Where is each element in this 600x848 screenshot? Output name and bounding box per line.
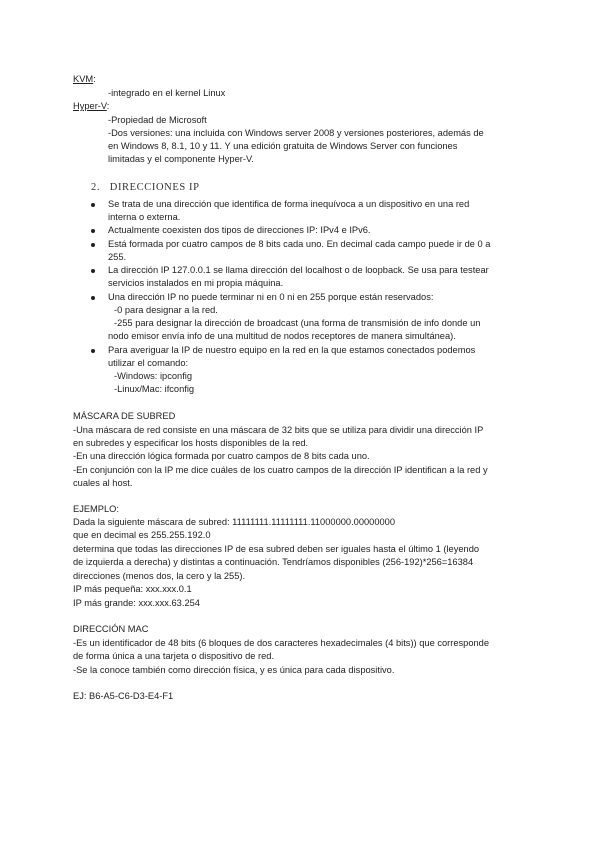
mac-example: EJ: B6-A5-C6-D3-E4-F1: [73, 691, 174, 701]
ejemplo-line: direcciones (menos dos, la cero y la 255).: [73, 571, 246, 581]
ejemplo-line: de izquierda a derecha) y distintas a continuación. Tendríamos disponibles (256-192)*256=16384: [73, 557, 474, 567]
bullet-icon: [91, 243, 95, 247]
ejemplo-line: que en decimal es 255.255.192.0: [73, 530, 211, 540]
bullet-line: utilizar el comando:: [108, 358, 189, 368]
bullet-icon: [91, 229, 95, 233]
bullet-line: -Windows: ipconfig: [114, 371, 193, 381]
bullet-line: -Linux/Mac: ifconfig: [114, 384, 195, 394]
kvm-item: -integrado en el kernel Linux: [108, 88, 226, 98]
bullet-line: nodo emisor envía info de una multitud de nodos receptores de manera simultánea).: [108, 331, 456, 341]
mascara-title: MÁSCARA DE SUBRED: [73, 411, 176, 421]
hyperv-title-suffix: :: [106, 101, 110, 111]
mac-line: -Es un identificador de 48 bits (6 bloques de dos caracteres hexadecimales (4 bits)) que corresponde: [73, 638, 490, 648]
section-title: DIRECCIONES IP: [109, 182, 200, 193]
bullet-line: 255.: [108, 252, 127, 262]
mascara-line: -Una máscara de red consiste en una máscara de 32 bits que se utiliza para dividir una dirección IP: [73, 425, 484, 435]
section-heading-direcciones-ip: [91, 182, 200, 193]
ejemplo-line: IP más pequeña: xxx.xxx.0.1: [73, 584, 192, 594]
bullet-line: interna o externa.: [108, 212, 181, 222]
bullet-line: -0 para designar a la red.: [114, 305, 218, 315]
hyperv-line: en Windows 8, 8.1, 10 y 11. Y una edición gratuita de Windows Server con funciones: [108, 141, 458, 151]
bullet-icon: [91, 269, 95, 273]
ejemplo-title: EJEMPLO:: [73, 504, 119, 514]
bullet-line: -255 para designar la dirección de broadcast (una forma de transmisión de info donde un: [114, 318, 481, 328]
kvm-title: KVM: [73, 74, 94, 84]
hyperv-heading: [73, 100, 109, 113]
bullet-line: Una dirección IP no puede terminar ni en 0 ni en 255 porque están reservados:: [108, 292, 434, 302]
mascara-line: cuales al host.: [73, 478, 133, 488]
mac-line: de forma única a una tarjeta o dispositivo de red.: [73, 651, 275, 661]
mac-line: -Se la conoce también como dirección física, y es única para cada dispositivo.: [73, 665, 395, 675]
bullet-line: La dirección IP 127.0.0.1 se llama dirección del localhost o de loopback. Se usa para testear: [108, 265, 489, 275]
kvm-heading: [73, 73, 96, 86]
bullet-line: Para averiguar la IP de nuestro equipo en la red en la que estamos conectados podemos: [108, 345, 476, 355]
bullet-line: Se trata de una dirección que identifica de forma inequívoca a un dispositivo en una red: [108, 199, 470, 209]
ejemplo-line: determina que todas las direcciones IP de esa subred deben ser iguales hasta el último 1 (leyendo: [73, 544, 480, 554]
bullet-icon: [91, 203, 95, 207]
ejemplo-line: Dada la siguiente máscara de subred: 11111111.11111111.11000000.00000000: [73, 517, 396, 527]
bullet-line: servicios instalados en mi propia máquina.: [108, 278, 284, 288]
bullet-icon: [91, 349, 95, 353]
hyperv-line: limitadas y el componente Hyper-V.: [108, 154, 254, 164]
hyperv-line: -Dos versiones: una incluida con Windows server 2008 y versiones posteriores, además de: [108, 128, 484, 138]
mac-title: DIRECCIÓN MAC: [73, 624, 149, 634]
hyperv-line: -Propiedad de Microsoft: [108, 115, 207, 125]
mascara-line: -En una dirección lógica formada por cuatro campos de 8 bits cada uno.: [73, 451, 370, 461]
kvm-title-suffix: :: [93, 74, 96, 84]
bullet-line: Actualmente coexisten dos tipos de direcciones IP: IPv4 e IPv6.: [108, 225, 371, 235]
mascara-line: -En conjunción con la IP me dice cuáles de los cuatro campos de la dirección IP identifican a la red y: [73, 465, 488, 475]
bullet-icon: [91, 296, 95, 300]
bullet-line: Está formada por cuatro campos de 8 bits cada uno. En decimal cada campo puede ir de 0 a: [108, 239, 491, 249]
ejemplo-line: IP más grande: xxx.xxx.63.254: [73, 598, 200, 608]
mascara-line: en subredes y especificar los hosts disponibles de la red.: [73, 438, 309, 448]
section-number: 2.: [91, 182, 101, 193]
hyperv-title: Hyper-V: [73, 101, 107, 111]
